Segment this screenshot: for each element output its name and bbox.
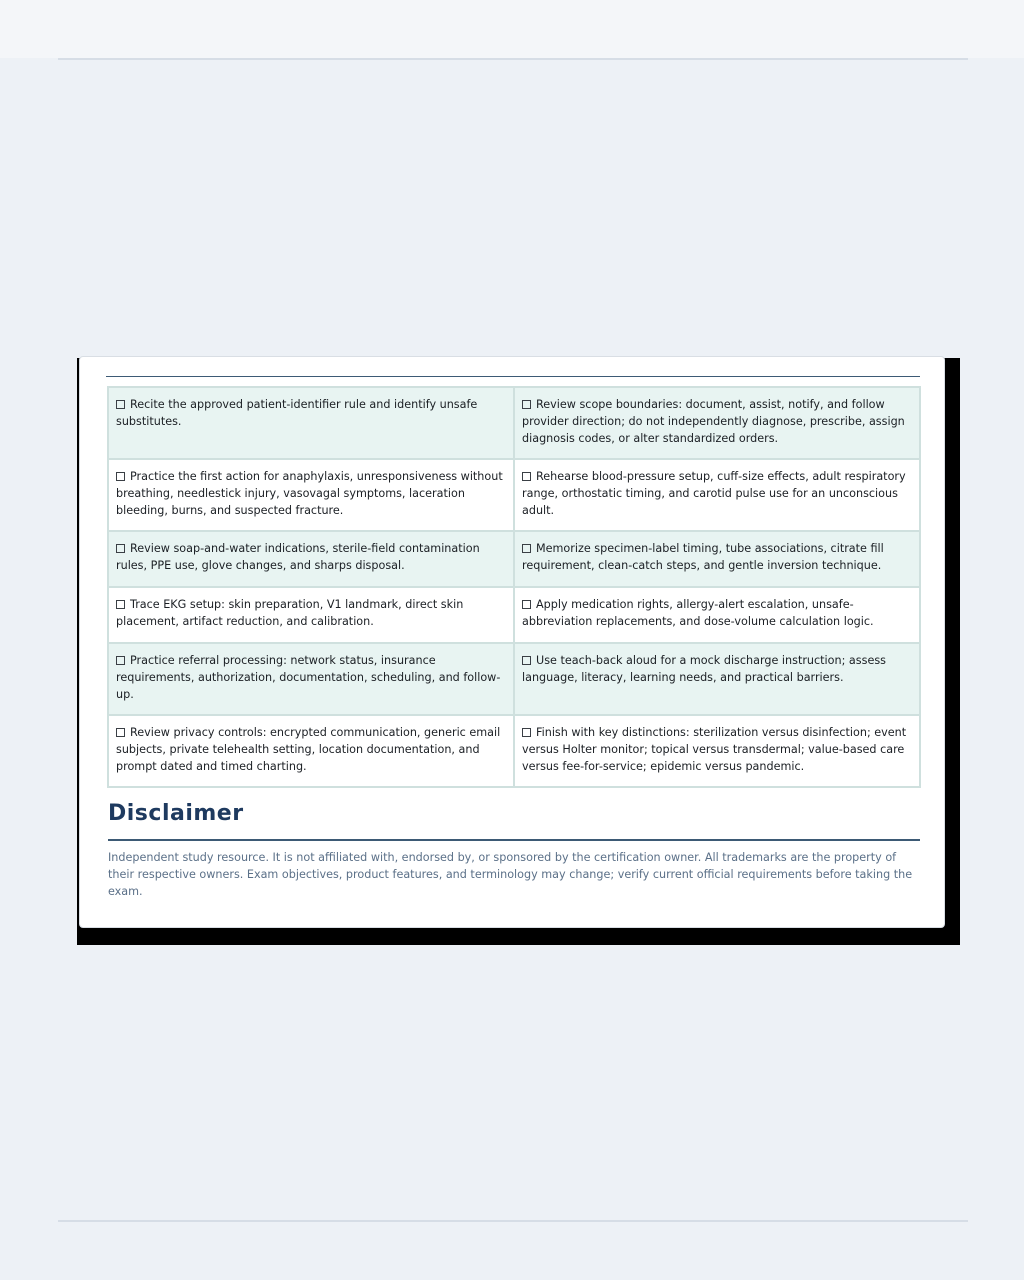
checklist-item-text: Finish with key distinctions: sterilization versus disinfection; event versus Holter monitor; topical versus transdermal; value-based care versus fee-for-service; epidemic versus pandemic. xyxy=(522,726,907,773)
checklist-item-text: Trace EKG setup: skin preparation, V1 landmark, direct skin placement, artifact reduction, and calibration. xyxy=(116,598,464,628)
checklist-item xyxy=(108,715,514,787)
checklist-item-text: Review scope boundaries: document, assist, notify, and follow provider direction; do not independently diagnose, prescribe, assign diagnosis codes, or alter standardized orders. xyxy=(522,398,905,445)
checklist-item-text: Memorize specimen-label timing, tube associations, citrate fill requirement, clean-catch steps, and gentle inversion technique. xyxy=(522,542,884,572)
empty-checkbox-icon[interactable] xyxy=(116,600,125,609)
checklist-row xyxy=(108,531,920,587)
checklist-item xyxy=(514,387,920,459)
top-divider xyxy=(58,58,968,60)
empty-checkbox-icon[interactable] xyxy=(522,544,531,553)
checklist-row xyxy=(108,587,920,643)
checklist-item-text: Review soap-and-water indications, sterile-field contamination rules, PPE use, glove changes, and sharps disposal. xyxy=(116,542,480,572)
checklist-item xyxy=(514,715,920,787)
empty-checkbox-icon[interactable] xyxy=(116,400,125,409)
checklist-row xyxy=(108,643,920,715)
study-checklist-table xyxy=(107,386,921,788)
document-page xyxy=(79,356,945,928)
empty-checkbox-icon[interactable] xyxy=(522,472,531,481)
disclaimer-divider xyxy=(108,839,920,841)
bottom-divider xyxy=(58,1220,968,1222)
empty-checkbox-icon[interactable] xyxy=(116,544,125,553)
checklist-item-text: Rehearse blood-pressure setup, cuff-size effects, adult respiratory range, orthostatic timing, and carotid pulse use for an unconscious adult. xyxy=(522,470,906,517)
checklist-item xyxy=(108,643,514,715)
checklist-item-text: Apply medication rights, allergy-alert escalation, unsafe-abbreviation replacements, and dose-volume calculation logic. xyxy=(522,598,874,628)
checklist-item xyxy=(108,587,514,643)
checklist-item xyxy=(514,587,920,643)
empty-checkbox-icon[interactable] xyxy=(116,472,125,481)
checklist-item xyxy=(108,531,514,587)
checklist-item xyxy=(514,531,920,587)
page-top-rule xyxy=(106,376,920,377)
empty-checkbox-icon[interactable] xyxy=(116,728,125,737)
disclaimer-heading: Disclaimer xyxy=(108,801,244,826)
checklist-row xyxy=(108,387,920,459)
checklist-item xyxy=(108,459,514,531)
empty-checkbox-icon[interactable] xyxy=(522,600,531,609)
checklist-item-text: Recite the approved patient-identifier rule and identify unsafe substitutes. xyxy=(116,398,478,428)
checklist-item xyxy=(108,387,514,459)
empty-checkbox-icon[interactable] xyxy=(116,656,125,665)
checklist-item xyxy=(514,459,920,531)
checklist-item-text: Review privacy controls: encrypted communication, generic email subjects, private telehealth setting, location documentation, and prompt dated and timed charting. xyxy=(116,726,501,773)
checklist-row xyxy=(108,459,920,531)
empty-checkbox-icon[interactable] xyxy=(522,656,531,665)
checklist-item-text: Practice referral processing: network status, insurance requirements, authorization, documentation, scheduling, and follow-up. xyxy=(116,654,501,701)
checklist-item-text: Practice the first action for anaphylaxis, unresponsiveness without breathing, needlestick injury, vasovagal symptoms, laceration bleeding, burns, and suspected fracture. xyxy=(116,470,503,517)
checklist-item-text: Use teach-back aloud for a mock discharge instruction; assess language, literacy, learning needs, and practical barriers. xyxy=(522,654,886,684)
viewer-top-bar xyxy=(0,0,1024,58)
checklist-item xyxy=(514,643,920,715)
checklist-row xyxy=(108,715,920,787)
disclaimer-text: Independent study resource. It is not affiliated with, endorsed by, or sponsored by the certification owner. All trademarks are the property of their respective owners. Exam objectives, product features, and terminology may change; verify current official requirements before taking the exam. xyxy=(108,851,913,898)
empty-checkbox-icon[interactable] xyxy=(522,728,531,737)
empty-checkbox-icon[interactable] xyxy=(522,400,531,409)
